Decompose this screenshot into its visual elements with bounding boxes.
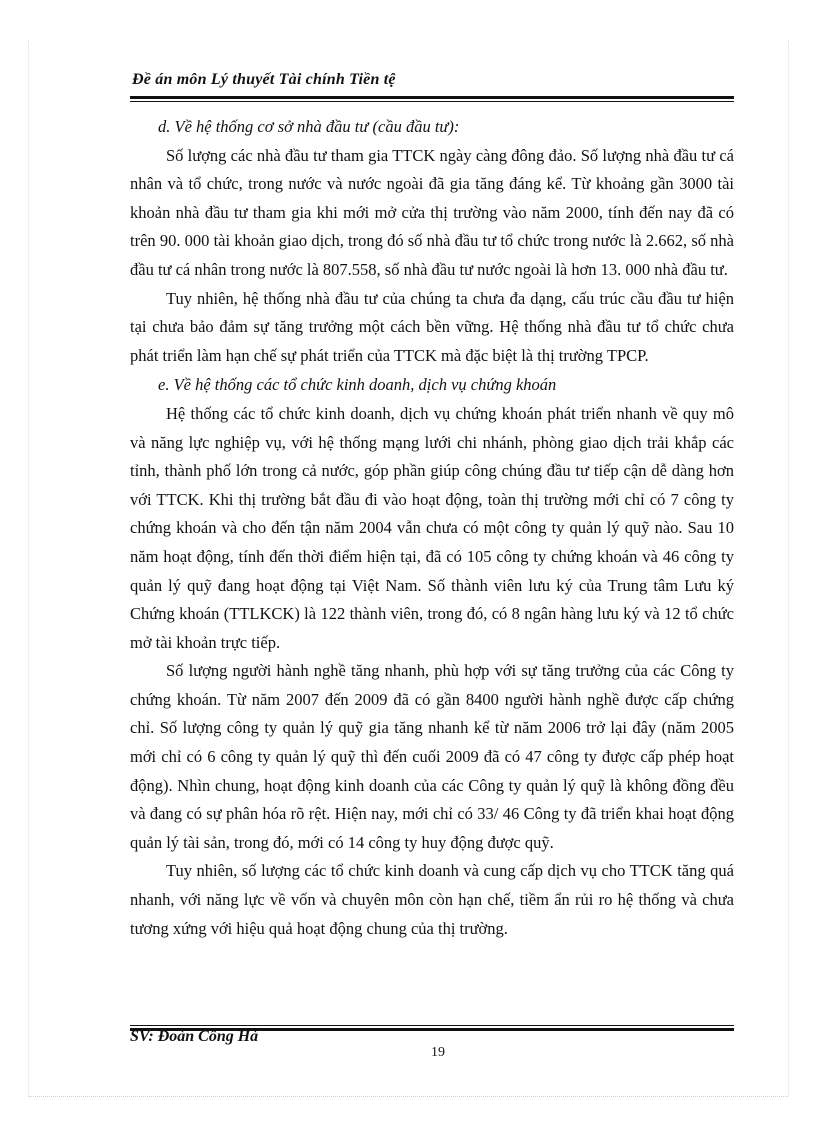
page-number: 19 — [431, 1045, 445, 1060]
paragraph-practitioners: Số lượng người hành nghề tăng nhanh, phù hợp với sự tăng trưởng của các Công ty chứng khoán. Từ năm 2007 đến 2009 đã có gần 8400 người hành nghề được cấp chứng chỉ. Số lượng công ty quản lý quỹ gia tăng nhanh kể từ năm 2006 trở lại đây (năm 2005 mới chỉ có 6 công ty quản lý quỹ thì đến cuối 2009 đã có 47 công ty được cấp phép hoạt động). Nhìn chung, hoạt động kinh doanh của các Công ty quản lý quỹ là không đồng đều và đang có sự phân hóa rõ rệt. Hiện nay, mới chỉ có 33/ 46 Công ty đã triển khai hoạt động quản lý tài sản, trong đó, mới có 14 công ty huy động được quỹ. — [130, 661, 734, 852]
page-header-title: Đề án môn Lý thuyết Tài chính Tiền tệ — [132, 71, 396, 88]
footer-rule-thin — [130, 1025, 734, 1026]
paragraph-risks: Tuy nhiên, số lượng các tổ chức kinh doanh và cung cấp dịch vụ cho TTCK tăng quá nhanh, với năng lực về vốn và chuyên môn còn hạn chế, tiềm ẩn rủi ro hệ thống và chưa tương xứng với hiệu quả hoạt động chung của thị trường. — [130, 861, 734, 938]
page-edge-left — [28, 40, 29, 1096]
page-edge-right — [788, 40, 789, 1096]
document-body — [130, 112, 734, 943]
paragraph-investor-growth: Số lượng các nhà đầu tư tham gia TTCK ngày càng đông đảo. Số lượng nhà đầu tư cá nhân và tổ chức, trong nước và nước ngoài đã gia tăng đáng kể. Từ khoảng gần 3000 tài khoản nhà đầu tư tham gia khi mới mở cửa thị trường vào năm 2000, tính đến nay đã có trên 90. 000 tài khoản giao dịch, trong đó số nhà đầu tư tổ chức trong nước là 2.662, số nhà đầu tư cá nhân trong nước là 807.558, số nhà đầu tư nước ngoài là hơn 13. 000 nhà đầu tư. — [130, 145, 734, 279]
section-heading-e: e. Về hệ thống các tổ chức kinh doanh, dịch vụ chứng khoán — [158, 375, 557, 395]
section-heading-d: d. Về hệ thống cơ sở nhà đầu tư (cầu đầu tư): — [158, 117, 460, 136]
paragraph-securities-companies: Hệ thống các tổ chức kinh doanh, dịch vụ chứng khoán phát triển nhanh về quy mô và năng lực nghiệp vụ, với hệ thống mạng lưới chi nhánh, phòng giao dịch trải khắp các tỉnh, thành phố lớn trong cả nước, góp phần giúp công chúng đầu tư tiếp cận dễ dàng hơn với TTCK. Khi thị trường bắt đầu đi vào hoạt động, toàn thị trường mới chỉ có 7 công ty chứng khoán và cho đến tận năm 2004 vẫn chưa có một công ty quản lý quỹ nào. Sau 10 năm hoạt động, tính đến thời điểm hiện tại, đã có 105 công ty chứng khoán và 46 công ty quản lý quỹ đang hoạt động tại Việt Nam. Số thành viên lưu ký của Trung tâm Lưu ký Chứng khoán (TTLKCK) là 122 thành viên, trong đó, có 8 ngân hàng lưu ký và 12 tổ chức mở tài khoản trực tiếp. — [130, 403, 734, 652]
paragraph-investor-structure: Tuy nhiên, hệ thống nhà đầu tư của chúng ta chưa đa dạng, cấu trúc cầu đầu tư hiện tại chưa bảo đảm sự tăng trưởng một cách bền vững. Hệ thống nhà đầu tư tổ chức chưa phát triển làm hạn chế sự phát triển của TTCK mà đặc biệt là thị trường TPCP. — [130, 288, 734, 365]
header-rule-thin — [130, 101, 734, 102]
page-edge-bottom — [28, 1096, 788, 1097]
footer-author: SV: Đoàn Công Hà — [130, 1028, 259, 1045]
header-rule-thick — [130, 96, 734, 99]
